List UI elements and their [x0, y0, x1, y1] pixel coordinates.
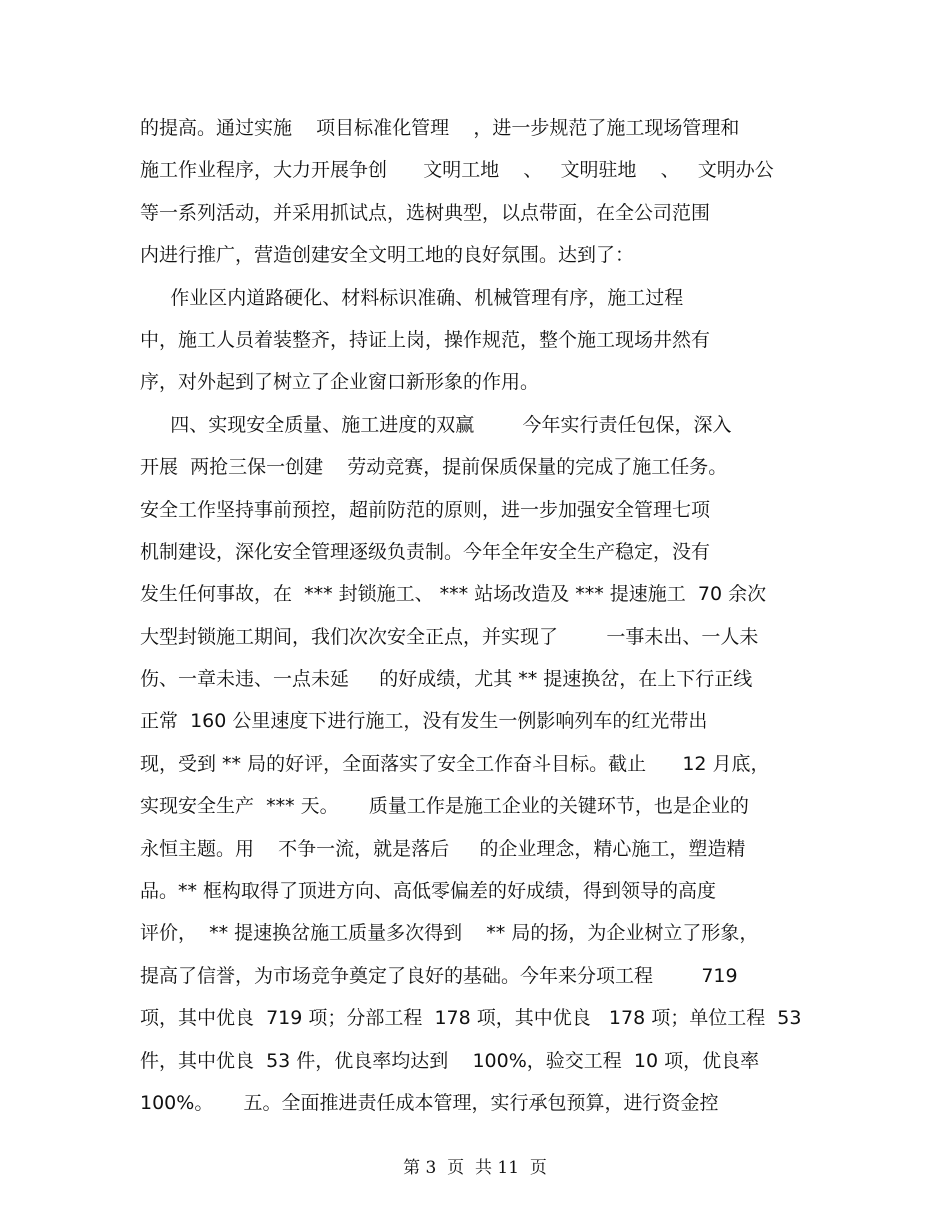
text-line-9: 开展 两抢三保一创建 劳动竞赛，提前保质保量的完成了施工任务。 — [140, 456, 728, 479]
text-line-2: 施工作业程序，大力开展争创 文明工地 、 文明驻地 、 文明办公 — [140, 159, 774, 182]
text-line-22: 项，其中优良 719 项；分部工程 178 项，其中优良 178 项；单位工程 53 — [140, 1007, 802, 1030]
text-line-11: 机制建设，深化安全管理逐级负责制。今年全年安全生产稳定，没有 — [140, 540, 711, 563]
text-line-1: 的提高。通过实施 项目标准化管理 ，进一步规范了施工现场管理和 — [140, 117, 740, 139]
text-line-6: 中，施工人员着装整齐，持证上岗，操作规范，整个施工现场井然有 — [140, 328, 711, 351]
text-line-7: 序，对外起到了树立了企业窗口新形象的作用。 — [140, 371, 540, 394]
body-text — [140, 110, 820, 1127]
text-line-15: 正常 160 公里速度下进行施工，没有发生一例影响列车的红光带出 — [140, 710, 708, 733]
text-line-4: 内进行推广，营造创建安全文明工地的良好氛围。达到了： — [140, 244, 635, 267]
text-line-5: 作业区内道路硬化、材料标识准确、机械管理有序，施工过程 — [140, 286, 684, 309]
text-line-12: 发生任何事故，在 *** 封锁施工、 *** 站场改造及 *** 提速施工 70 余次 — [140, 583, 767, 606]
text-line-19: 品。** 框构取得了顶进方向、高低零偏差的好成绩，得到领导的高度 — [140, 880, 717, 903]
text-line-10: 安全工作坚持事前预控，超前防范的原则，进一步加强安全管理七项 — [140, 498, 711, 521]
text-line-8: 四、实现安全质量、施工进度的双赢 今年实行责任包保，深入 — [140, 413, 732, 436]
page-number-footer: 第 3 页 共 11 页 — [403, 1158, 547, 1178]
text-line-13: 大型封锁施工期间，我们次次安全正点，并实现了 一事未出、一人未 — [140, 625, 759, 648]
text-line-17: 实现安全生产 *** 天。 质量工作是施工企业的关键环节，也是企业的 — [140, 795, 749, 818]
text-line-16: 现，受到 ** 局的好评，全面落实了安全工作奋斗目标。截止 12 月底， — [140, 752, 770, 775]
text-line-20: 评价， ** 提速换岔施工质量多次得到 ** 局的扬，为企业树立了形象， — [140, 922, 759, 945]
text-line-14: 伤、一章未违、一点未延 的好成绩，尤其 ** 提速换岔，在上下行正线 — [140, 668, 753, 691]
text-line-23: 件，其中优良 53 件，优良率均达到 100%，验交工程 10 项，优良率 — [140, 1049, 760, 1072]
text-line-21: 提高了信誉，为市场竞争奠定了良好的基础。今年来分项工程 719 — [140, 964, 738, 987]
text-line-18: 永恒主题。用 不争一流，就是落后 的企业理念，精心施工，塑造精 — [140, 837, 746, 860]
text-line-24: 100%。 五。全面推进责任成本管理，实行承包预算，进行资金控 — [140, 1091, 719, 1114]
text-line-3: 等一系列活动，并采用抓试点，选树典型，以点带面，在全公司范围 — [140, 201, 711, 224]
